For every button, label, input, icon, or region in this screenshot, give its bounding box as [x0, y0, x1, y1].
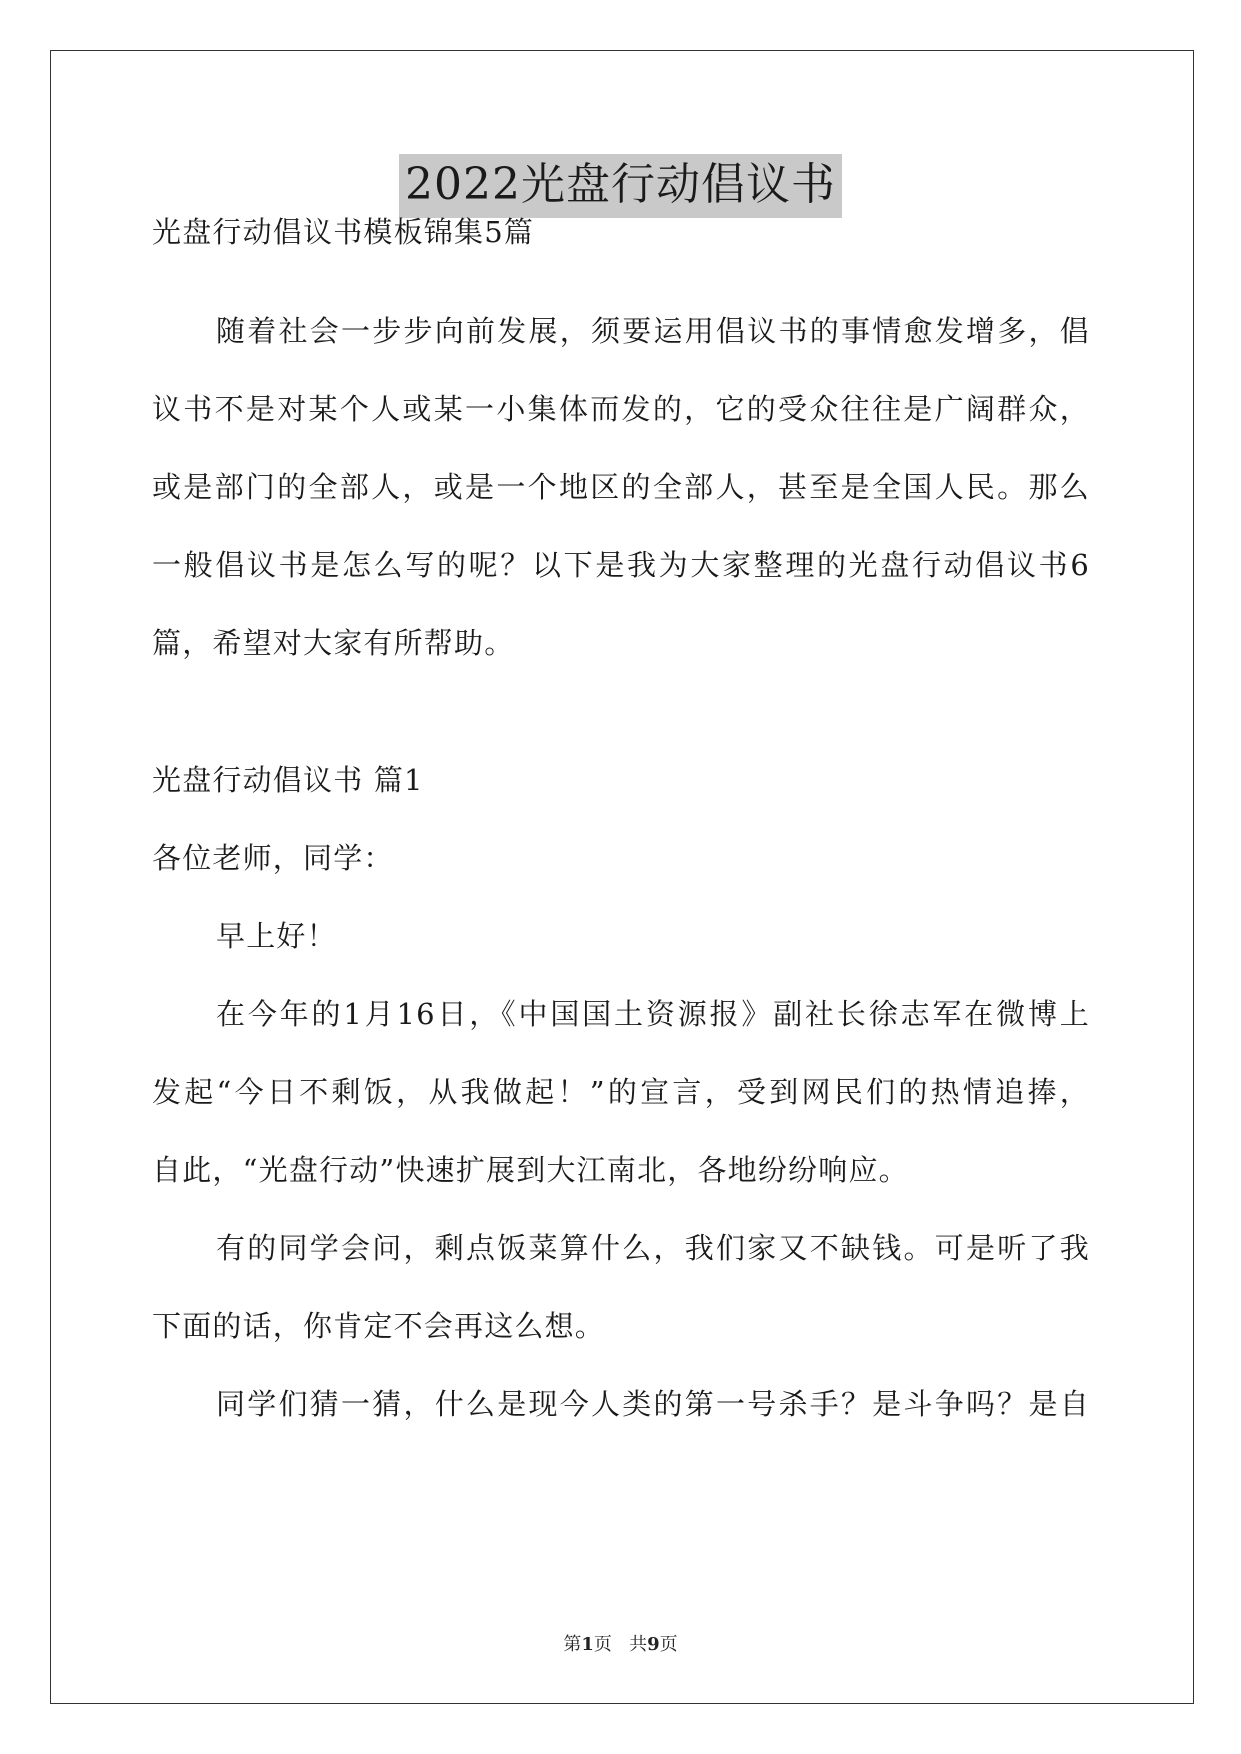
- section-heading: 光盘行动倡议书 篇1: [152, 763, 424, 797]
- paragraph-line: 同学们猜一猜，什么是现今人类的第一号杀手？是斗争吗？是自: [216, 1387, 1090, 1421]
- intro-line: 一般倡议书是怎么写的呢？以下是我为大家整理的光盘行动倡议书6: [152, 548, 1090, 582]
- intro-line: 或是部门的全部人，或是一个地区的全部人，甚至是全国人民。那么: [152, 470, 1090, 504]
- intro-line: 随着社会一步步向前发展，须要运用倡议书的事情愈发增多，倡: [216, 314, 1090, 348]
- paragraph-line: 自此，“光盘行动”快速扩展到大江南北，各地纷纷响应。: [152, 1153, 909, 1187]
- paragraph-line: 在今年的1月16日，《中国国土资源报》副社长徐志军在微博上: [216, 997, 1090, 1031]
- footer-page-suffix: 页: [659, 1634, 678, 1655]
- document-subtitle: 光盘行动倡议书模板锦集5篇: [152, 215, 535, 249]
- salutation: 各位老师，同学：: [152, 841, 394, 875]
- paragraph-line: 下面的话，你肯定不会再这么想。: [152, 1309, 606, 1343]
- footer-total-pages: 9: [647, 1634, 660, 1655]
- document-title-wrap: [0, 154, 1241, 218]
- page-footer: [0, 1630, 1241, 1656]
- paragraph-line: 发起“今日不剩饭，从我做起！”的宣言，受到网民们的热情追捧，: [152, 1075, 1090, 1109]
- footer-current-page: 1: [581, 1634, 594, 1655]
- intro-line: 议书不是对某个人或某一小集体而发的，它的受众往往是广阔群众，: [152, 392, 1090, 426]
- greeting: 早上好！: [216, 919, 337, 953]
- intro-line: 篇，希望对大家有所帮助。: [152, 626, 515, 660]
- document-title: 2022光盘行动倡议书: [399, 154, 842, 218]
- footer-page-mid: 页 共: [593, 1634, 648, 1655]
- footer-page-prefix: 第: [563, 1634, 582, 1655]
- paragraph-line: 有的同学会问，剩点饭菜算什么，我们家又不缺钱。可是听了我: [216, 1231, 1090, 1265]
